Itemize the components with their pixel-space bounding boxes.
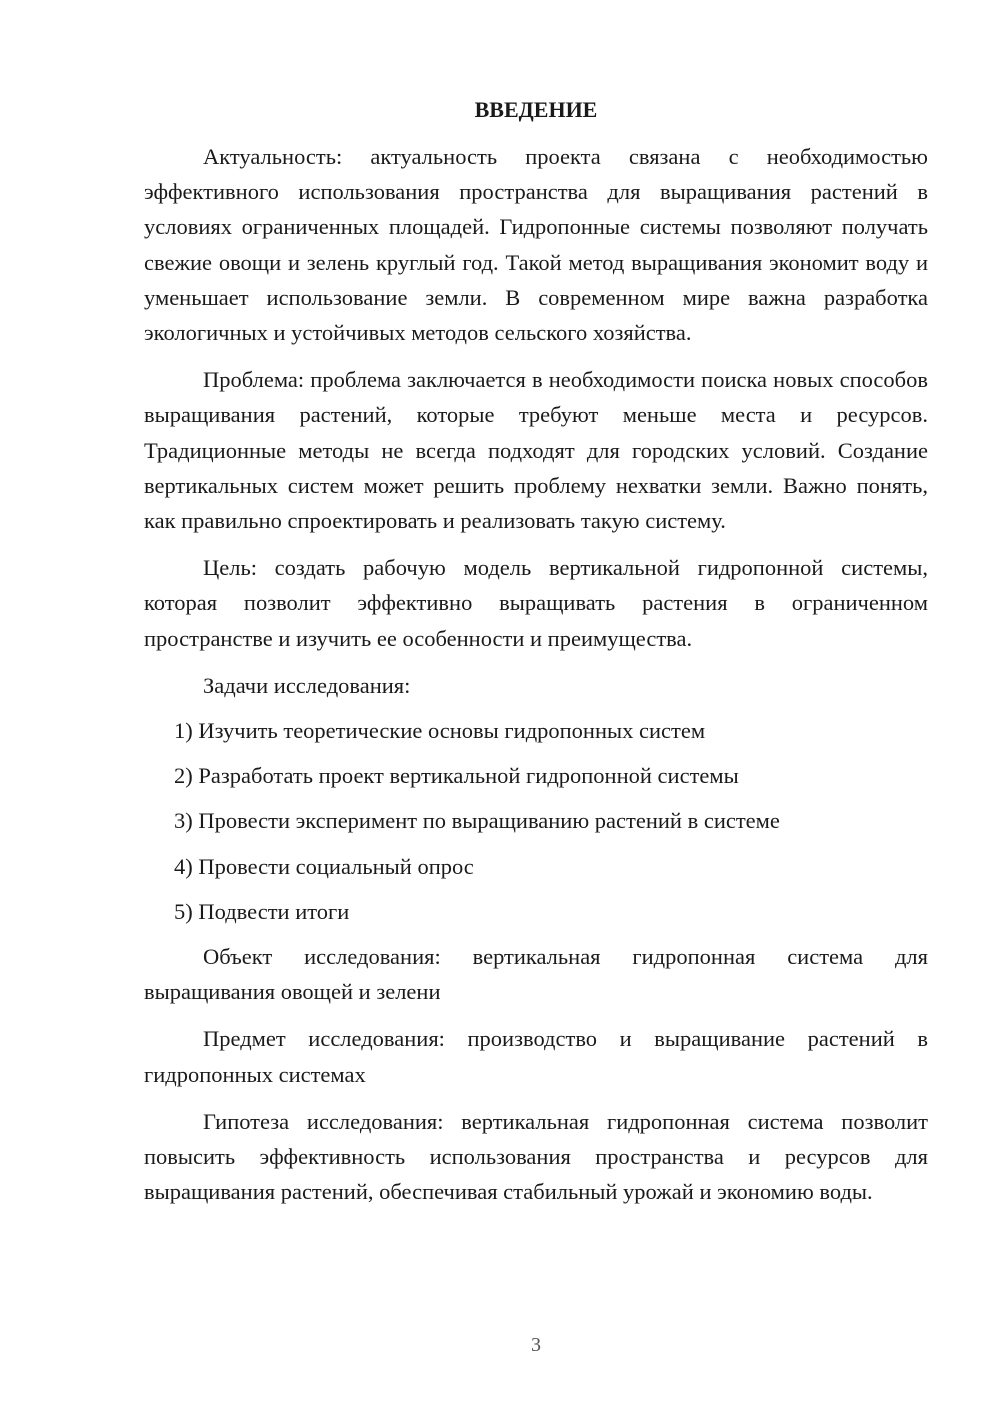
list-item-task-1: 1) Изучить теоретические основы гидропонных систем [174, 718, 706, 744]
paragraph-problem: Проблема: проблема заключается в необходимости поиска новых способов выращивания растений, которые требуют меньше места и ресурсов. Традиционные методы не всегда подходят для городских условий. Создание вертикальных систем может решить проблему нехватки земли. Важно понять, как правильно спроектировать и реализовать такую систему. [144, 367, 928, 534]
paragraph-subject: Предмет исследования: производство и выращивание растений в гидропонных системах [144, 1026, 928, 1087]
page-number: 3 [531, 1334, 541, 1356]
tasks-heading: Задачи исследования: [203, 672, 411, 698]
paragraph-relevance: Актуальность: актуальность проекта связана с необходимостью эффективного использования пространства для выращивания растений в условиях ограниченных площадей. Гидропонные системы позволяют получать свежие овощи и зелень круглый год. Такой метод выращивания экономит воду и уменьшает использование земли. В современном мире важна разработка экологичных и устойчивых методов сельского хозяйства. [144, 144, 928, 346]
list-item-task-3: 3) Провести эксперимент по выращиванию растений в системе [174, 808, 780, 834]
tasks-list [144, 713, 928, 929]
list-item-task-4: 4) Провести социальный опрос [174, 853, 474, 879]
list-item-task-2: 2) Разработать проект вертикальной гидропонной системы [174, 763, 739, 789]
paragraph-object: Объект исследования: вертикальная гидропонная система для выращивания овощей и зелени [144, 944, 928, 1005]
list-item-task-5: 5) Подвести итоги [174, 898, 350, 924]
paragraph-goal: Цель: создать рабочую модель вертикальной гидропонной системы, которая позволит эффективно выращивать растения в ограниченном пространстве и изучить ее особенности и преимущества. [144, 555, 928, 651]
paragraph-hypothesis: Гипотеза исследования: вертикальная гидропонная система позволит повысить эффективность использования пространства и ресурсов для выращивания растений, обеспечивая стабильный урожай и экономию воды. [144, 1108, 928, 1205]
page-title: ВВЕДЕНИЕ [474, 97, 598, 122]
page-content [144, 92, 928, 1221]
